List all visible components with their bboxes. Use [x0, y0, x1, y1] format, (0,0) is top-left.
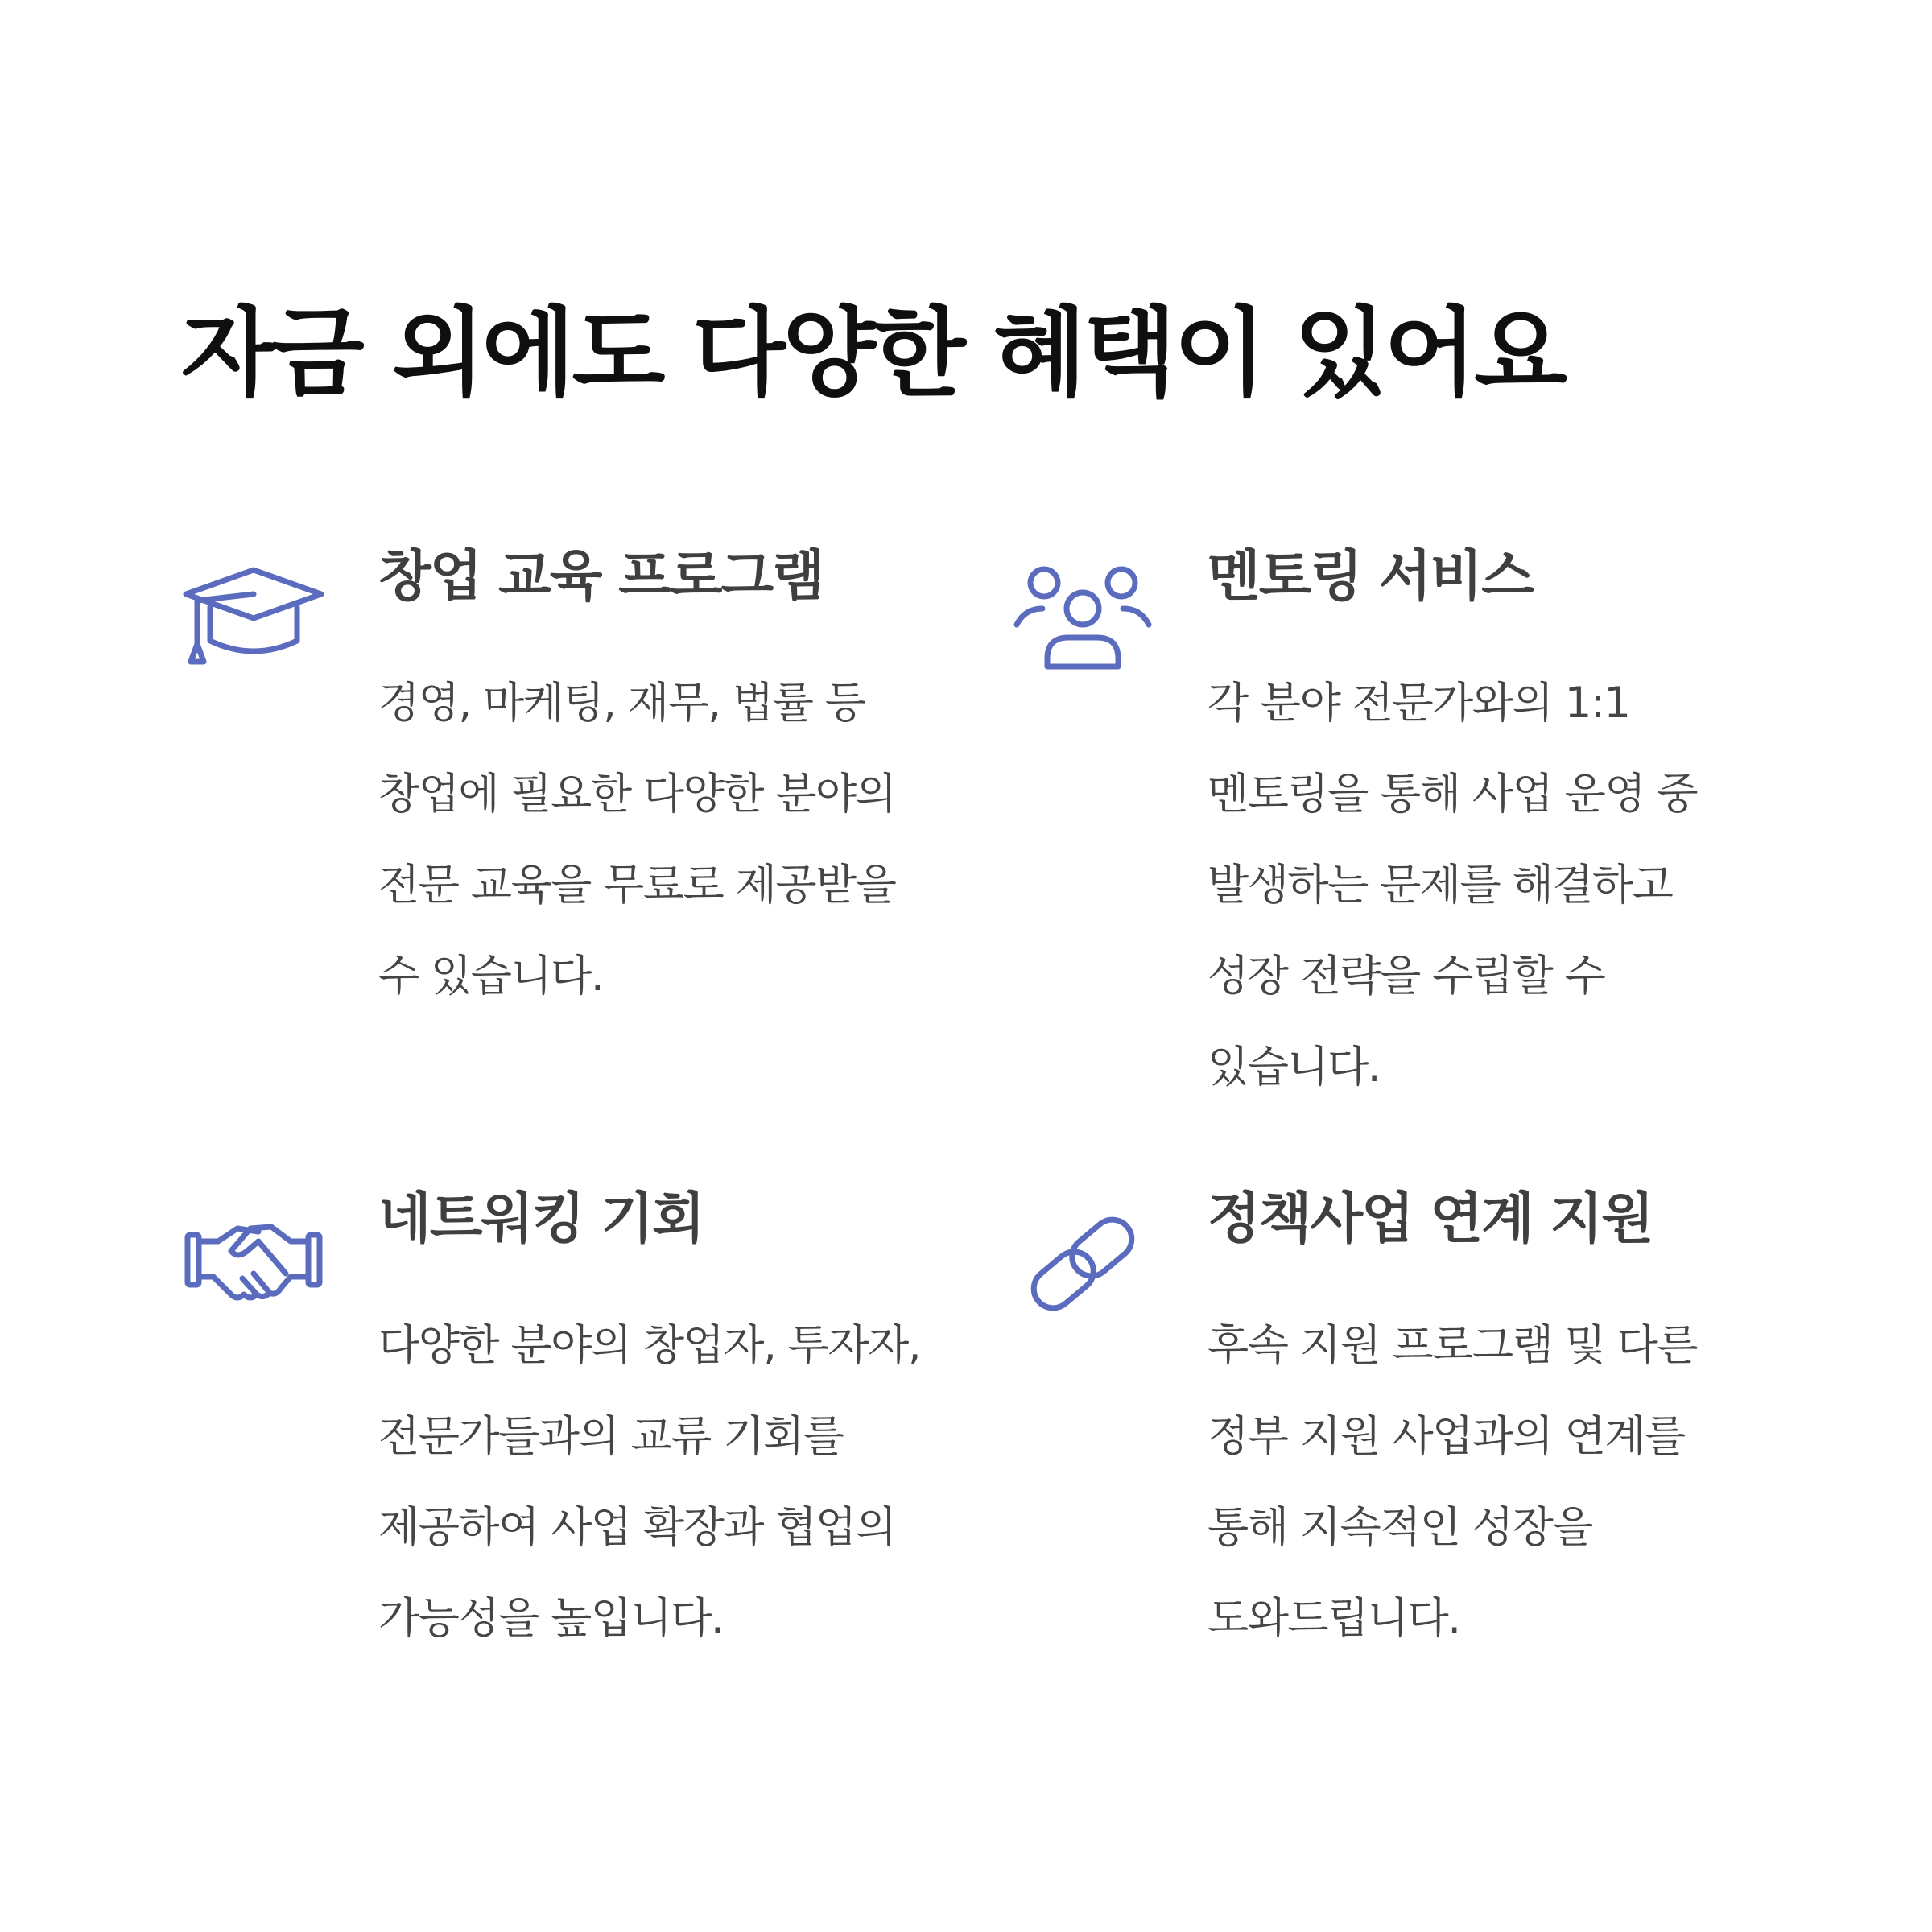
users-group-icon — [1010, 564, 1155, 676]
benefit-description-networking: 다양한 분야의 창업자, 투자자, 전문가들과의 교류 기회를 제공하여 사업 확장과 협업의 가능성을 높입니다. — [378, 1321, 921, 1643]
benefit-title-education: 창업 교육 프로그램 — [378, 545, 824, 609]
benefit-title-networking: 네트워킹 기회 — [378, 1187, 704, 1251]
benefit-description-education: 경영, 마케팅, 재무, 법률 등 창업에 필요한 다양한 분야의 전문 교육을 무료로 제공받을 수 있습니다. — [378, 679, 896, 1001]
link-icon — [1010, 1208, 1155, 1320]
handshake-icon — [181, 1208, 326, 1320]
benefit-title-policy-link: 정책사업 연계 지원 — [1208, 1187, 1653, 1251]
graduation-cap-icon — [181, 564, 326, 676]
benefit-title-mentoring: 멘토링 서비스 — [1208, 545, 1533, 609]
page-title: 자금 외에도 다양한 혜택이 있어요 — [181, 298, 1564, 410]
benefit-description-mentoring: 각 분야 전문가와의 1:1 멘토링을 통해 사업 운영 중 발생하는 문제를 해결하고 성장 전략을 수립할 수 있습니다. — [1208, 679, 1698, 1092]
benefit-description-policy-link: 후속 지원 프로그램 및 다른 정부 지원 사업과의 연계를 통해 지속적인 성장을 도와드립니다. — [1208, 1321, 1698, 1643]
